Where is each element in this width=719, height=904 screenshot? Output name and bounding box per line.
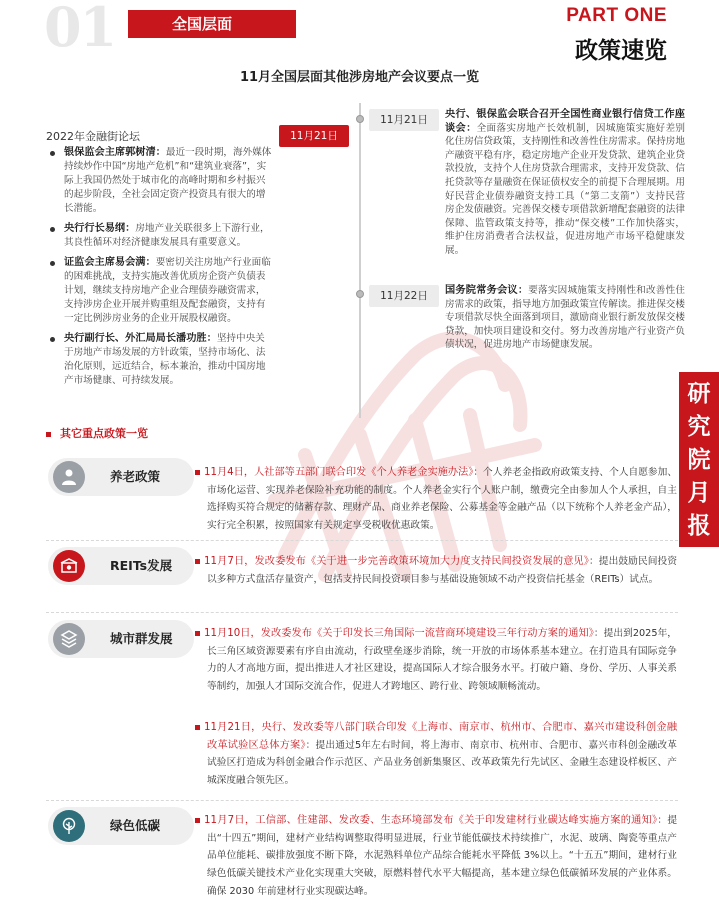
- section-number: 01: [44, 0, 116, 59]
- list-item: [50, 256, 272, 326]
- part-label: PART ONE: [566, 5, 667, 26]
- policy-headline: 11月7日，发改委发布《关于进一步完善政策环境加大力度支持民间投资发展的意见》: [204, 556, 589, 567]
- category-pill-elderly: [48, 458, 194, 496]
- meeting-text: 全面落实房地产长效机制，因城施策实施好差别化住房信贷政策，支持刚性和改善性住房需求。保持房地产融资平稳有序，稳定房地产企业开发贷款、建筑企业贷款投放，支持个人住房贷款合理需求，支持开发贷款、信托贷款等存量融资在保证债权安全的前提下合理展期。用好民营企业债券融资支持工具（“第二支箭”）支持民营房企发债融资。完善保交楼专项借款新增配套融资的法律保障、监管政策支持等，推动“保交楼”工作加快落实，维护住房消费者合法权益，促进房地产市场平稳健康发展。: [445, 122, 686, 256]
- category-pill-green: [48, 807, 194, 845]
- policy-item: [204, 719, 677, 790]
- policy-text: ：个人养老金指政府政策支持、个人自愿参加、市场化运营、实现养老保险补充功能的制度。个人养老金实行个人账户制，缴费完全由参加人个人承担，自主选择购买符合规定的储蓄存款、理财产品、商业养老保险、公募基金等金融产品（以下统称个人养老金产品），实行完全积累，按照国家有关规定享受税收优惠政策。: [207, 467, 678, 532]
- section-heading-text: 其它重点政策一览: [60, 427, 148, 440]
- category-pill-reits: [48, 547, 194, 585]
- timeline-dot: [356, 115, 364, 123]
- meeting-entry: [445, 284, 685, 352]
- policy-text: ：提出通过5年左右时间，将上海市、南京市、杭州市、合肥市、嘉兴市科创金融改革试验区打造成为科创金融合作示范区、产品业务创新集聚区、改革政策先行先试区、金融生态建设样板区、产城深度融合领先区。: [207, 739, 677, 787]
- policy-text: ：提出到2025年，长三角区域资源要素有序自由流动，行政壁垒逐步消除，统一开放的市场体系基本建立。在打造具有国际竞争力的人才高地方面，提出推进人才社区建设，提高国际人才综合服务水平。打破户籍、身份、学历、人事关系等制约，加强人才国际交流合作，促进人才跨地区、跨行业、跨领域顺畅流动。: [207, 628, 677, 693]
- meeting-entry: [445, 108, 685, 258]
- bullet-icon: [50, 151, 55, 156]
- square-bullet-icon: [46, 432, 51, 437]
- speaker-quote: 坚持中央关于房地产市场发展的方针政策，坚持市场化、法治化原则，远近结合，标本兼治，推动中国房地产市场健康、可持续发展。: [64, 333, 266, 386]
- square-bullet-icon: [195, 559, 200, 564]
- policy-headline: 11月21日，央行、发改委等八部门联合印发《上海市、南京市、杭州市、合肥市、嘉兴市建设科创金融改革试验区总体方案》: [204, 722, 677, 751]
- divider: [46, 612, 678, 613]
- policy-text: ：提出鼓励民间投资以多种方式盘活存量资产，包括支持民间投资项目参与基础设施领域不动产投资信托基金（REITs）试点。: [207, 556, 678, 585]
- elderly-person-icon: [53, 461, 85, 493]
- side-banner-char: 报: [687, 512, 711, 539]
- side-banner-char: 研: [687, 380, 711, 407]
- side-banner: [679, 372, 719, 547]
- building-coin-icon: [53, 550, 85, 582]
- bullet-icon: [50, 227, 55, 232]
- speaker-name: 央行副行长、外汇局局长潘功胜：: [64, 333, 217, 344]
- category-pill-city: [48, 620, 194, 658]
- category-label: 养老政策: [110, 469, 161, 484]
- forum-date-badge: 11月21日: [279, 125, 349, 147]
- side-banner-char: 院: [687, 446, 711, 473]
- policy-item: [204, 464, 678, 535]
- speaker-name: 证监会主席易会满：: [64, 257, 156, 268]
- green-tree-icon: [53, 810, 85, 842]
- policy-headline: 11月10日，发改委发布《关于印发长三角国际一流营商环境建设三年行动方案的通知》: [204, 628, 594, 639]
- timeline-line: [359, 103, 361, 418]
- meeting-date-badge: 11月21日: [369, 109, 439, 131]
- side-banner-text: [679, 377, 719, 542]
- city-network-icon: [53, 623, 85, 655]
- divider: [46, 540, 678, 541]
- policy-item: [204, 812, 678, 901]
- section-heading: [46, 425, 148, 441]
- speaker-quote: 房地产业关联很多上下游行业，其良性循环对经济健康发展具有重要意义。: [64, 223, 270, 248]
- section-tag: 全国层面: [128, 10, 296, 38]
- list-item: [50, 332, 272, 388]
- list-item: [50, 146, 272, 216]
- policy-headline: 11月4日，人社部等五部门联合印发《个人养老金实施办法》: [204, 467, 474, 478]
- policy-item: [204, 625, 677, 696]
- meeting-title: 央行、银保监会联合召开全国性商业银行信贷工作座谈会：: [445, 109, 685, 134]
- category-label: REITs发展: [110, 558, 173, 573]
- policy-headline: 11月7日，工信部、住建部、发改委、生态环境部发布《关于印发建材行业碳达峰实施方案的通知》: [204, 815, 658, 826]
- forum-title: 2022年金融街论坛: [46, 130, 140, 143]
- meeting-title: 国务院常务会议：: [445, 285, 529, 296]
- speaker-list: [50, 146, 272, 394]
- side-banner-char: 究: [687, 413, 711, 440]
- square-bullet-icon: [195, 818, 200, 823]
- policy-text: ：提出“十四五”期间，建材产业结构调整取得明显进展，行业节能低碳技术持续推广，水泥、玻璃、陶瓷等重点产品单位能耗、碳排放强度不断下降，水泥熟料单位产品综合能耗水平降低 3%以上。“十五五”期间，建材行业绿色低碳关键技术产业化实现重大突破，原燃料替代水平大幅提高，基本建立绿色低碳循环发展的产业体系。确保 2030 年前建材行业实现碳达峰。: [207, 815, 678, 897]
- speaker-name: 央行行长易纲：: [64, 223, 136, 234]
- square-bullet-icon: [195, 470, 200, 475]
- side-banner-char: 月: [687, 479, 711, 506]
- timeline-dot: [356, 290, 364, 298]
- speaker-quote: 要密切关注房地产行业面临的困难挑战，支持实施改善优质房企资产负债表计划，继续支持房地产企业合理债券融资需求，支持涉房企业开展并购重组及配套融资，支持有一定比例涉房业务的企业开展股权融资。: [64, 257, 271, 324]
- list-item: [50, 222, 272, 250]
- square-bullet-icon: [195, 725, 200, 730]
- category-label: 城市群发展: [110, 631, 173, 646]
- speaker-name: 银保监会主席郭树清：: [64, 147, 166, 158]
- bullet-icon: [50, 337, 55, 342]
- meeting-text: 要落实因城施策支持刚性和改善性住房需求的政策，指导地方加强政策宣传解读。推进保交楼专项借款尽快全面落到项目，激励商业银行新发放保交楼贷款，加快项目建设和交付。努力改善房地产行业资产负债状况，促进房地产市场健康发展。: [445, 285, 686, 351]
- part-title: 政策速览: [575, 37, 667, 64]
- divider: [46, 800, 678, 801]
- category-label: 绿色低碳: [110, 818, 161, 833]
- square-bullet-icon: [195, 631, 200, 636]
- bullet-icon: [50, 261, 55, 266]
- policy-item: [204, 553, 678, 588]
- speaker-quote: 最近一段时期，海外媒体持续炒作中国“房地产危机”和“建筑业衰落”，实际上我国仍然处于城市化的高峰时期和乡村振兴的起步阶段，全社会固定资产投资具有很大的增长潜能。: [64, 147, 272, 214]
- page-title: 11月全国层面其他涉房地产会议要点一览: [239, 70, 480, 85]
- meeting-date-badge: 11月22日: [369, 285, 439, 307]
